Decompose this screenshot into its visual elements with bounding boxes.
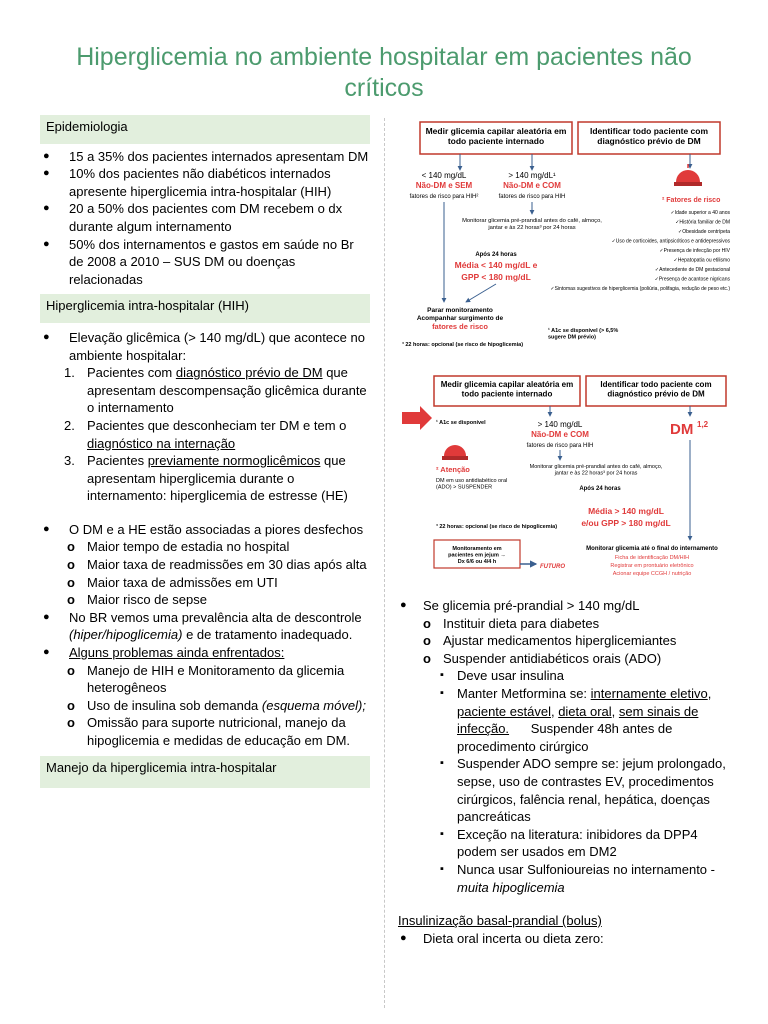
list-subitem: o Omissão para suporte nutricional, manejo da hipoglicemia e medidas de educação em DM. [40, 714, 370, 749]
list-subitem: o Uso de insulina sob demanda (esquema móvel); [40, 697, 370, 715]
fig1-gpp: GPP < 180 mg/dL [461, 272, 531, 282]
fig1-r-glic: > 140 mg/dL¹ [508, 171, 556, 180]
fig1-a1c-note: ¹ A1c se disponível (> 6,5% sugere DM prévio) [548, 328, 619, 341]
fig2-gpp: e/ou GPP > 180 mg/dL [581, 518, 671, 528]
desfechos-list [40, 521, 370, 750]
fig1-l-tag: Não-DM e SEM [415, 181, 473, 190]
list-subsubitem: ▪ Exceção na literatura: inibidores da DPP4 podem ser usados em DM2 [396, 826, 736, 861]
epidemio-list [40, 148, 370, 289]
box-medir-text: Medir glicemia capilar aleatória em todo paciente internado [425, 126, 567, 147]
insul-list [396, 930, 736, 948]
fig1-fatores-title: ² Fatores de risco [662, 197, 721, 204]
list-subitem: o Manejo de HIH e Monitoramento da glicemia heterogêneos [40, 662, 370, 697]
fig2-glic: > 140 mg/dL [537, 420, 583, 429]
fig1-note22: ³ 22 horas: opcional (se risco de hipoglicemia) [402, 342, 524, 348]
list-item: ● No BR vemos uma prevalência alta de descontrole (hiper/hipoglicemia) e de tratamento inadequado. [40, 609, 370, 644]
fig2-box-identificar-text: Identificar todo paciente com diagnóstico prévio de DM [600, 380, 712, 399]
fig2-dm-sup: 1,2 [697, 420, 709, 429]
right-column [396, 597, 736, 947]
fig2-box-medir-text: Medir glicemia capilar aleatória em todo paciente internado [440, 380, 574, 399]
list-subitem: o Suspender antidiabéticos orais (ADO) [396, 650, 736, 668]
page-title: Hiperglicemia no ambiente hospitalar em pacientes não críticos [76, 43, 692, 102]
list-subitem: o Maior risco de sepse [40, 591, 370, 609]
insulinizacao-heading: Insulinização basal-prandial (bolus) [398, 913, 602, 929]
list-subitem: o Instituir dieta para diabetes [396, 615, 736, 633]
section-header-epidemiologia: Epidemiologia [40, 115, 370, 144]
list-item: ● Dieta oral incerta ou dieta zero: [396, 930, 736, 948]
list-subsubitem: ▪ Manter Metformina se: internamente eletivo, paciente estável, dieta oral, sem sinais de infecção. Suspender 48h antes de procedimento cirúrgico [396, 685, 736, 755]
list-subitem: o Maior taxa de readmissões em 30 dias após alta [40, 556, 370, 574]
list-item: ● 10% dos pacientes não diabéticos internados apresente hiperglicemia intra-hospitalar (HIH) [40, 165, 370, 200]
fig1-l-risk: fatores de risco para HIH² [409, 194, 479, 200]
flowchart-hih-1 [400, 118, 732, 356]
fator-item: ✓Presença de acantose nigricans [654, 276, 730, 283]
list-item: ● 20 a 50% dos pacientes com DM recebem o dx durante algum internamento [40, 200, 370, 235]
fig2-atencao: ² Atenção [436, 465, 470, 474]
hih-list [40, 329, 370, 364]
list-subitem: o Maior tempo de estadia no hospital [40, 538, 370, 556]
numbered-item: 1. Pacientes com diagnóstico prévio de DM que apresentam descompensação glicêmica durante o internamento [64, 365, 367, 416]
flowchart-hih-2 [400, 372, 732, 580]
fig2-dm: DM [670, 421, 694, 438]
red-arrow-icon [402, 406, 432, 430]
fig2-media: Média > 140 mg/dL [588, 506, 664, 516]
fig2-ado: DM em uso antidiabético oral (ADO) > SUSPENDER [436, 478, 508, 491]
fator-item: ✓Obesidade centrípeta [678, 229, 730, 235]
list-subsubitem: ▪ Deve usar insulina [396, 667, 736, 685]
fig1-parar: Parar monitoramento [427, 307, 493, 314]
list-item: ● O DM e a HE estão associadas a piores desfechos [40, 521, 370, 539]
fator-item: ✓Uso de corticoides, antipsicóticos e antidepressivos [611, 238, 730, 245]
fig2-monit: Monitorar glicemia pré-prandial antes do café, almoço, jantar e às 22 horas³ por 24 horas [529, 464, 663, 477]
fig2-jejum: Monitoramento em pacientes em jejum → Dx 6/6 ou 4/4 h [448, 546, 506, 566]
fig2-acionar: Acionar equipe CCGH / nutrição [612, 571, 692, 577]
section-header-manejo: Manejo da hiperglicemia intra-hospitalar [40, 756, 370, 789]
list-item: ● Alguns problemas ainda enfrentados: [40, 644, 370, 662]
fator-item: ✓História familiar de DM [675, 219, 730, 226]
list-item: ● Elevação glicêmica (> 140 mg/dL) que acontece no ambiente hospitalar: [40, 329, 370, 364]
numbered-item: 3. Pacientes previamente normoglicêmicos que apresentam hiperglicemia durante o internamento: hiperglicemia de estresse (HE) [64, 453, 348, 504]
fig1-media: Média < 140 mg/dL e [454, 260, 538, 270]
section-header-hih: Hiperglicemia intra-hospitalar (HIH) [40, 294, 370, 323]
numbered-item: 2. Pacientes que desconheciam ter DM e tem o diagnóstico na internação [64, 417, 347, 451]
fig2-note22: ³ 22 horas: opcional (se risco de hipoglicemia) [436, 524, 558, 530]
fig1-apos: Após 24 horas [475, 252, 517, 258]
fig2-a1c: ¹ A1c se disponível [436, 420, 486, 426]
alarm-icon [442, 445, 468, 460]
list-item: ● 15 a 35% dos pacientes internados apresentam DM [40, 148, 370, 166]
fator-item: ✓Antecedente de DM gestacional [654, 267, 730, 273]
right-list [396, 597, 736, 896]
fig1-fatores-risco: fatores de risco [432, 322, 488, 331]
fig2-risk: fatores de risco para HIH [526, 443, 594, 449]
fator-item: ✓Idade superior a 40 anos [670, 210, 730, 216]
fig1-monit: Monitorar glicemia pré-prandial antes do café, almoço, jantar e às 22 horas³ por 24 horas [462, 218, 602, 231]
box-identificar-text: Identificar todo paciente com diagnóstico prévio de DM [589, 126, 709, 147]
list-subitem: o Ajustar medicamentos hiperglicemiantes [396, 632, 736, 650]
list-subitem: o Maior taxa de admissões em UTI [40, 574, 370, 592]
list-subsubitem: ▪ Suspender ADO sempre se: jejum prolongado, sepse, uso de contrastes EV, procedimentos cirúrgicos, falência renal, hepática, doenças pancreáticas [396, 755, 736, 825]
alarm-icon [674, 164, 702, 186]
fator-item: ✓Hepatopatia ou etilismo [673, 257, 730, 264]
list-subsubitem: ▪ Nunca usar Sulfonioureias no internamento - muita hipoglicemia [396, 861, 736, 896]
fig2-tag: Não-DM e COM [531, 430, 589, 439]
list-item: ● Se glicemia pré-prandial > 140 mg/dL [396, 597, 736, 615]
fig1-acomp: Acompanhar surgimento de [416, 315, 504, 322]
fator-item: ✓Presença de infecção por HIV [659, 248, 730, 254]
column-divider [384, 118, 385, 1008]
list-item: ● 50% dos internamentos e gastos em saúde no Br de 2008 a 2010 – SUS DM ou doenças relacionadas [40, 236, 370, 289]
fig2-futuro: FUTURO [540, 564, 565, 570]
fig1-l-glic: < 140 mg/dL [421, 171, 467, 180]
fig2-apos: Após 24 horas [579, 486, 621, 492]
fig2-registrar: Registrar em prontuário eletrônico [610, 563, 694, 569]
fig1-r-tag: Não-DM e COM [503, 181, 561, 190]
fator-item: ✓Sintomas sugestivos de hiperglicemia (poliúria, polifagia, redução de peso etc.) [550, 286, 730, 292]
fig1-r-risk: fatores de risco para HIH [498, 194, 566, 200]
fig2-final: Monitorar glicemia até o final do internamento [586, 546, 718, 552]
fig2-ficha: Ficha de identificação DM/HIH [614, 555, 690, 561]
left-column [40, 115, 370, 788]
hih-numbered-list [40, 364, 370, 505]
